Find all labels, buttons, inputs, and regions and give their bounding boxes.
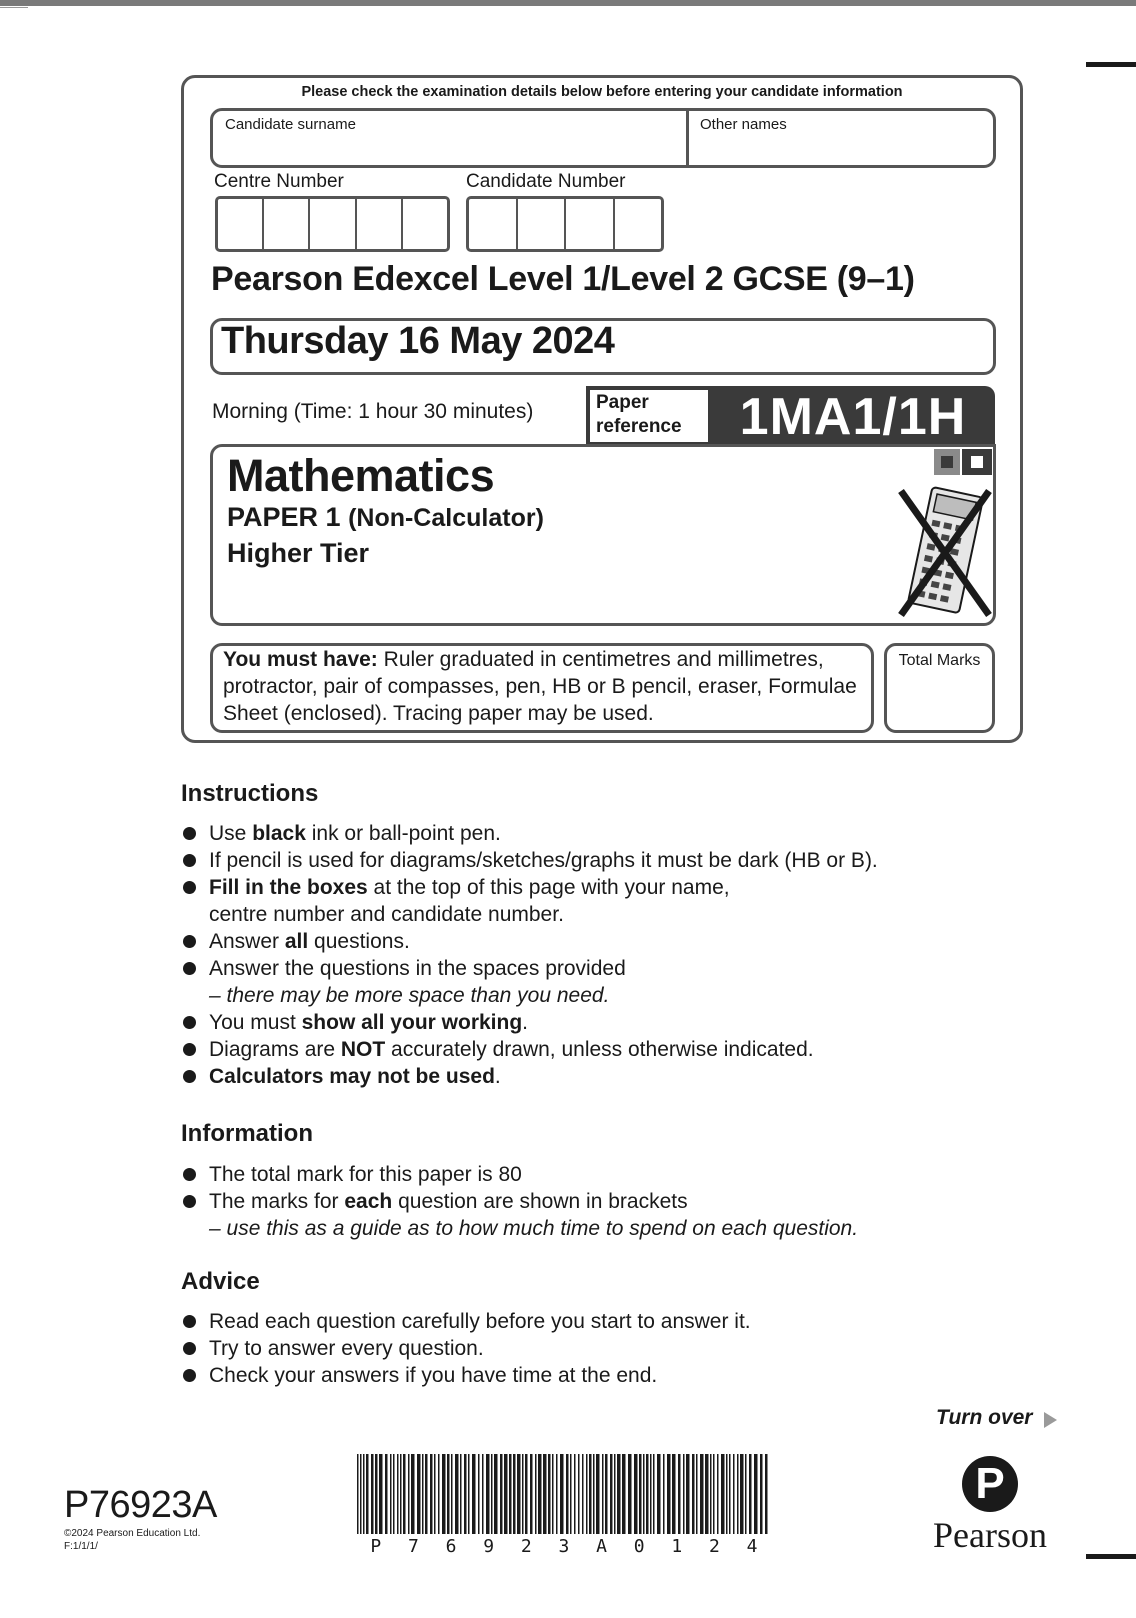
- list-item: Answer all questions.: [181, 928, 1031, 955]
- bullet-icon: [183, 1315, 196, 1328]
- exam-session: Morning (Time: 1 hour 30 minutes): [212, 400, 534, 423]
- bullet-icon: [183, 1369, 196, 1382]
- other-names-label: Other names: [700, 116, 787, 133]
- digit-box[interactable]: [566, 199, 615, 249]
- total-marks-label: Total Marks: [898, 652, 981, 669]
- barcode-digit: P: [370, 1536, 382, 1557]
- bullet-icon: [183, 935, 196, 948]
- qualification-title: Pearson Edexcel Level 1/Level 2 GCSE (9–1): [211, 260, 915, 298]
- name-divider: [686, 108, 689, 168]
- list-item: If pencil is used for diagrams/sketches/graphs it must be dark (HB or B).: [181, 847, 1031, 874]
- list-item: The marks for each question are shown in brackets – use this as a guide as to how much time to spend on each question.: [181, 1188, 1031, 1242]
- copyright-block: [64, 1527, 200, 1553]
- digit-box[interactable]: [518, 199, 567, 249]
- barcode-digit: 3: [558, 1536, 570, 1557]
- bullet-icon: [183, 881, 196, 894]
- bullet-icon: [183, 962, 196, 975]
- centre-number-boxes[interactable]: [215, 196, 450, 252]
- list-item: Answer the questions in the spaces provided – there may be more space than you need.: [181, 955, 1031, 1009]
- candidate-surname-label: Candidate surname: [225, 116, 356, 133]
- bullet-icon: [183, 1168, 196, 1181]
- paper-reference-code: 1MA1/1H: [739, 388, 967, 446]
- candidate-number-boxes[interactable]: [466, 196, 664, 252]
- list-item: You must show all your working.: [181, 1009, 1031, 1036]
- digit-box[interactable]: [218, 199, 264, 249]
- bullet-icon: [183, 1070, 196, 1083]
- barcode-digit: 1: [671, 1536, 683, 1557]
- check-note: Please check the examination details below before entering your candidate information: [301, 84, 903, 100]
- tier-title: Higher Tier: [227, 538, 370, 568]
- list-item: The total mark for this paper is 80: [181, 1161, 1031, 1188]
- bullet-icon: [183, 1043, 196, 1056]
- barcode-digit: 6: [445, 1536, 457, 1557]
- candidate-number-label: Candidate Number: [466, 171, 626, 192]
- requirements-text: You must have: Ruler graduated in centimetres and millimetres, protractor, pair of compasses, pen, HB or B pencil, eraser, Formulae Sheet (enclosed). Tracing paper may be used.: [223, 648, 857, 725]
- paper-code: P76923A: [64, 1484, 217, 1526]
- turn-over-arrow-icon: [1044, 1412, 1057, 1428]
- advice-list: [181, 1308, 1031, 1389]
- barcode-digit: 2: [520, 1536, 532, 1557]
- list-item: Use black ink or ball-point pen.: [181, 820, 1031, 847]
- paper-reference-label: Paper reference: [596, 392, 682, 437]
- digit-box[interactable]: [264, 199, 310, 249]
- digit-box[interactable]: [403, 199, 447, 249]
- barcode-digit: 2: [709, 1536, 720, 1557]
- list-item: Diagrams are NOT accurately drawn, unless otherwise indicated.: [181, 1036, 1031, 1063]
- information-list: [181, 1161, 1031, 1242]
- paper-number: PAPER 1: [227, 502, 341, 532]
- top-rule-accent: [0, 7, 28, 8]
- reference-square-dark-inner: [971, 456, 983, 468]
- top-rule: [0, 0, 1136, 6]
- margin-mark-bottom: [1086, 1554, 1136, 1559]
- bullet-icon: [183, 854, 196, 867]
- paper-title: [227, 502, 544, 533]
- reference-square-grey-inner: [941, 456, 953, 468]
- barcode-icon: [357, 1454, 771, 1534]
- subject-title: Mathematics: [227, 450, 495, 501]
- exam-date: Thursday 16 May 2024: [221, 320, 615, 362]
- bullet-icon: [183, 1195, 196, 1208]
- centre-number-label: Centre Number: [214, 171, 344, 192]
- barcode-digit: A: [596, 1536, 607, 1557]
- copyright-text: ©2024 Pearson Education Ltd.: [64, 1528, 201, 1539]
- turn-over-text: Turn over: [936, 1406, 1033, 1429]
- advice-heading: Advice: [181, 1268, 260, 1295]
- digit-box[interactable]: [310, 199, 356, 249]
- instructions-heading: Instructions: [181, 780, 319, 807]
- margin-mark-top: [1086, 62, 1136, 67]
- paper-type: (Non-Calculator): [348, 504, 544, 532]
- barcode-digit: 7: [408, 1536, 419, 1557]
- list-item: Fill in the boxes at the top of this page with your name, centre number and candidate number.: [181, 874, 1031, 928]
- no-calculator-icon: [895, 485, 995, 621]
- file-reference: F:1/1/1/: [64, 1541, 98, 1552]
- pearson-wordmark: Pearson: [933, 1515, 1047, 1555]
- digit-box[interactable]: [615, 199, 662, 249]
- bullet-icon: [183, 1016, 196, 1029]
- barcode-digits: [357, 1536, 771, 1557]
- list-item: Try to answer every question.: [181, 1335, 1031, 1362]
- digit-box[interactable]: [357, 199, 403, 249]
- information-heading: Information: [181, 1120, 313, 1147]
- instructions-list: [181, 820, 1031, 1090]
- barcode-digit: 9: [483, 1536, 495, 1557]
- list-item: Read each question carefully before you start to answer it.: [181, 1308, 1031, 1335]
- digit-box[interactable]: [469, 199, 518, 249]
- bullet-icon: [183, 827, 196, 840]
- list-item: Calculators may not be used.: [181, 1063, 1031, 1090]
- list-item: Check your answers if you have time at the end.: [181, 1362, 1031, 1389]
- barcode-digit: 4: [746, 1536, 758, 1557]
- barcode-digit: 0: [633, 1536, 645, 1557]
- bullet-icon: [183, 1342, 196, 1355]
- pearson-logo-icon: P: [962, 1456, 1018, 1512]
